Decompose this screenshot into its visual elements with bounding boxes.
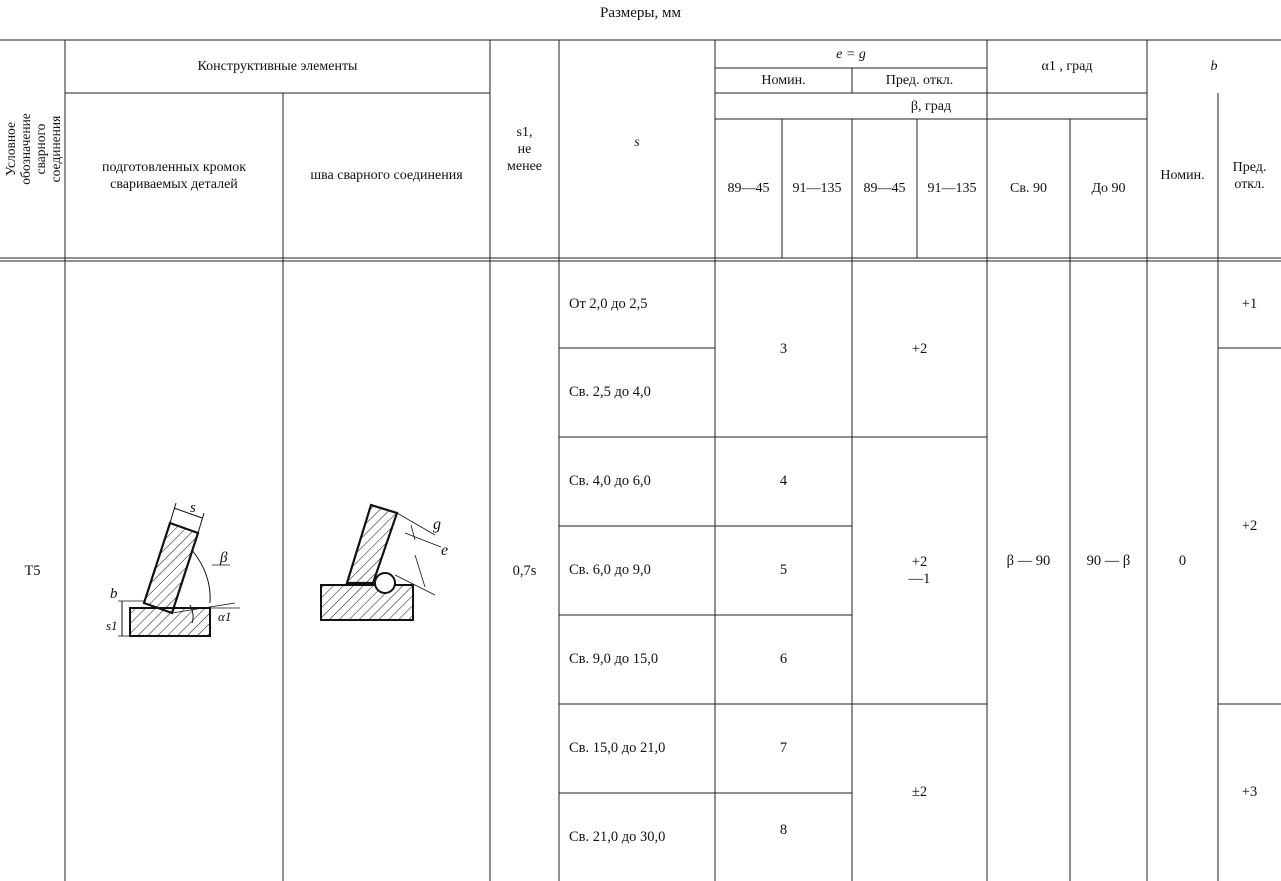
eg-pred-1: +2	[911, 340, 928, 357]
fig-label-beta: β	[220, 550, 228, 566]
eg-nomin-2: 4	[779, 473, 788, 489]
header-eg-nomin: Номин.	[761, 73, 806, 88]
prepared-edges-figure	[100, 495, 260, 645]
b-pred-2: +2	[1241, 517, 1258, 534]
header-beta-grad: β, град	[910, 98, 952, 114]
s-range-4: Св. 6,0 до 9,0	[569, 562, 651, 578]
s1-value: 0,7s	[512, 562, 537, 579]
b-pred-3: +3	[1241, 784, 1258, 800]
row-designation: Т5	[24, 562, 41, 579]
b-nomin-value: 0	[1178, 552, 1187, 569]
fig-label-s1: s1	[106, 618, 118, 633]
header-beta-range-4: 91—135	[927, 181, 977, 196]
header-alpha-sv: Св. 90	[1010, 181, 1047, 196]
header-designation-text: Условное обозначение сварного соединения	[2, 113, 63, 185]
eg-pred-3: ±2	[911, 784, 928, 800]
s-range-3: Св. 4,0 до 6,0	[569, 473, 651, 489]
eg-nomin-5: 7	[779, 740, 788, 756]
header-structural-elements: Конструктивные элементы	[197, 59, 358, 74]
alpha-do-value: 90 — β	[1086, 552, 1131, 569]
s-range-5: Св. 9,0 до 15,0	[569, 651, 659, 667]
header-weld-seam: шва сварного соединения	[310, 168, 463, 183]
page-caption: Размеры, мм	[600, 5, 681, 21]
fig-label-e: e	[441, 542, 449, 559]
header-beta-range-2: 91—135	[792, 181, 842, 196]
header-b-nomin: Номин.	[1160, 168, 1205, 183]
eg-nomin-6: 8	[779, 822, 788, 838]
eg-nomin-4: 6	[779, 651, 788, 667]
header-s1: s1, не менее	[507, 124, 542, 174]
s-range-1: От 2,0 до 2,5	[569, 296, 648, 312]
fig-label-b: b	[110, 586, 118, 602]
header-beta-range-3: 89—45	[863, 181, 906, 196]
fig-label-alpha1: α1	[218, 609, 232, 624]
header-prepared-edges: подготовленных кромок свариваемых деталей	[101, 159, 247, 192]
eg-pred-2: +2 —1	[908, 553, 931, 587]
eg-nomin-3: 5	[779, 562, 788, 578]
header-alpha-do: До 90	[1091, 181, 1126, 196]
b-pred-1: +1	[1241, 296, 1258, 312]
s-range-6: Св. 15,0 до 21,0	[569, 740, 666, 756]
header-eg: e = g	[836, 46, 866, 62]
header-s: s	[634, 135, 640, 150]
fig-label-g: g	[433, 516, 441, 533]
eg-nomin-1: 3	[779, 340, 788, 357]
header-beta-range-1: 89—45	[727, 181, 770, 196]
s-range-2: Св. 2,5 до 4,0	[569, 384, 651, 400]
header-b: b	[1210, 59, 1218, 74]
header-eg-pred: Пред. откл.	[885, 73, 954, 88]
fig-label-s: s	[190, 500, 196, 516]
alpha-sv-value: β — 90	[1006, 552, 1051, 569]
header-b-pred: Пред. откл.	[1232, 159, 1267, 192]
header-alpha1: α1 , град	[1041, 59, 1093, 74]
weld-seam-figure	[315, 495, 475, 635]
header-designation	[0, 40, 65, 258]
s-range-7: Св. 21,0 до 30,0	[569, 828, 666, 845]
